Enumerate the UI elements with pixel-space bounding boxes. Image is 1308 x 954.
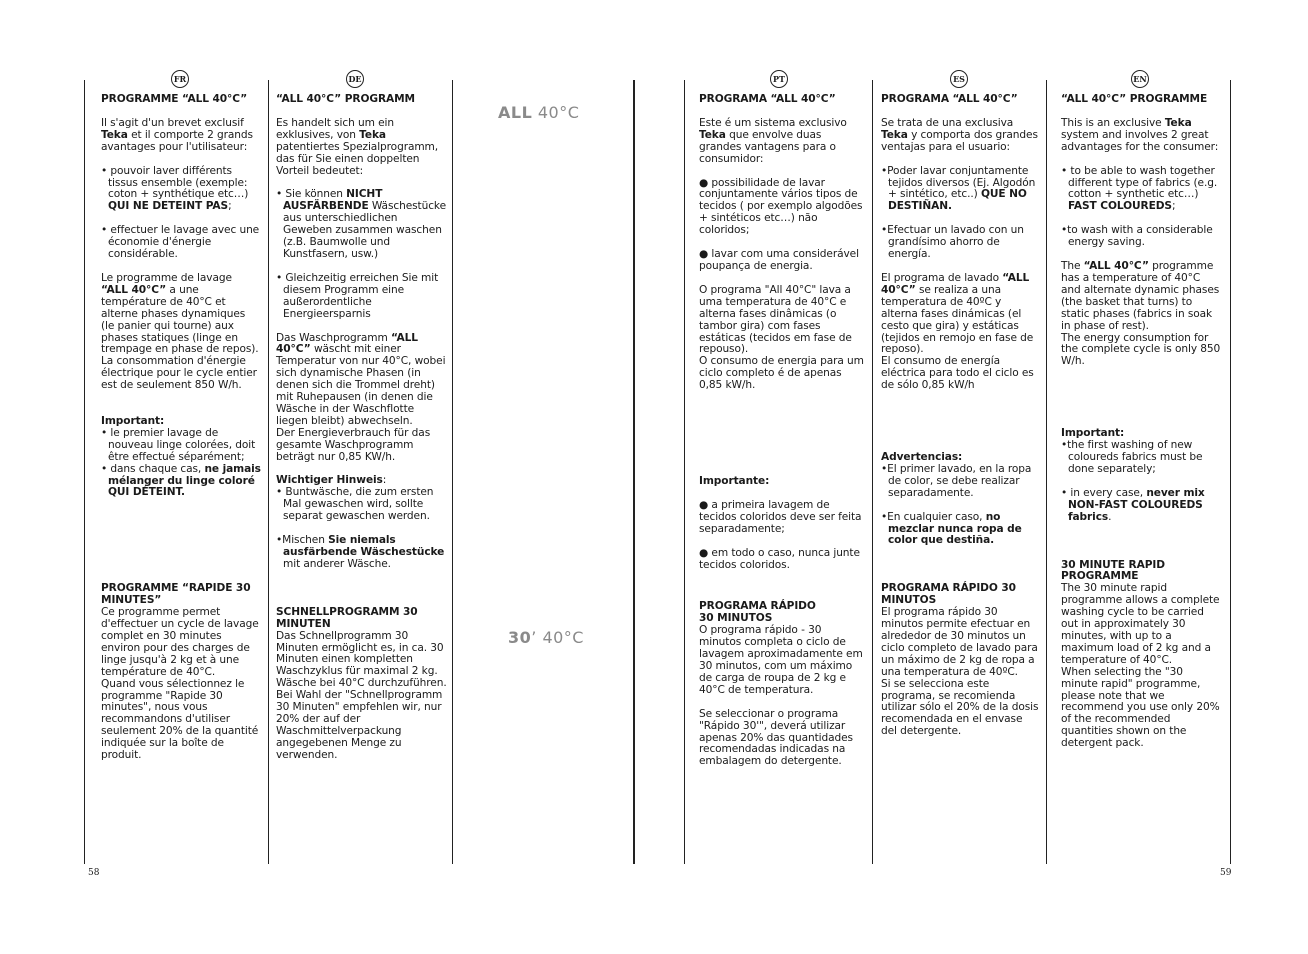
de-title-all40: “ALL 40°C” PROGRAMM — [276, 93, 415, 105]
de-title-rapid: SCHNELLPROGRAMM 30 MINUTEN — [276, 605, 418, 630]
es-important-1: •El primer lavado, en la ropa de color, se debe realizar separadamente. — [881, 462, 1032, 499]
es-energy: El consumo de energía eléctrica para todo el ciclo es de sólo 0,85 kW/h — [881, 355, 1034, 392]
column-es — [881, 94, 1041, 738]
page-number-left: 58 — [88, 868, 100, 878]
all-40-label-temp: 40°C — [532, 103, 580, 122]
column-divider — [1046, 80, 1047, 864]
pt-title-all40: PROGRAMA “ALL 40°C” — [699, 93, 836, 105]
de-rapid-2: Bei Wahl der "Schnellprogramm 30 Minuten" empfehlen wir, nur 20% der auf der Waschmittelverpackung angegebenen Menge zu verwenden. — [276, 689, 443, 761]
pt-rapid-1: O programa rápido - 30 minutos completa o ciclo de lavagem aproximadamente em 30 minutos, com um máximo de carga de roupa de 2 kg e 40°C de temperatura. — [699, 624, 863, 696]
language-badge-es: ES — [950, 70, 968, 88]
pt-title-rapid-2: 30 MINUTOS — [699, 612, 773, 625]
en-bullet-2: •to wash with a considerable energy saving. — [1061, 224, 1213, 249]
pt-rapid-2: Se seleccionar o programa "Rápido 30'", deverá utilizar apenas 20% das quantidades recomendadas indicadas na embalagem do detergente. — [699, 707, 853, 768]
all-40-label — [498, 103, 579, 122]
de-bullet-2: • Gleichzeitig erreichen Sie mit diesem Programm eine außerordentliche Energieersparnis — [276, 271, 439, 320]
es-rapid-1: El programa rápido 30 minutos permite efectuar en alrededor de 30 minutos un ciclo completo de lavado para un máximo de 2 kg de ropa a una temperatura de 40ºC. — [881, 606, 1038, 678]
es-bullet-2: •Efectuar un lavado con un grandísimo ahorro de energía. — [881, 224, 1024, 261]
es-title-rapid: PROGRAMA RÁPIDO 30 MINUTOS — [881, 582, 1016, 607]
de-important-title: Wichtiger Hinweis: — [276, 474, 387, 487]
es-program-desc: El programa de lavado “ALL 40°C” se realiza a una temperatura de 40ºC y alterna fases dinámicas (el cesto que gira) y estáticas (tejidos en remojo en fase de reposo). — [881, 271, 1034, 356]
de-bullet-1: • Sie können NICHT AUSFÄRBENDE Wäschestücke aus unterschiedlichen Geweben zusammen waschen (z.B. Baumwolle und Kunstfasern, usw.) — [276, 188, 447, 260]
language-badge-de: DE — [346, 70, 364, 88]
pt-important-title: Importante: — [699, 475, 770, 488]
column-divider — [1230, 80, 1231, 864]
es-important-title: Advertencias: — [881, 451, 963, 464]
en-energy: The energy consumption for the complete cycle is only 850 W/h. — [1061, 331, 1221, 368]
fr-title-rapid: PROGRAMME “RAPIDE 30 MINUTES” — [101, 582, 251, 607]
column-fr — [101, 94, 261, 762]
page-spine-left — [633, 80, 635, 864]
fr-energy: La consommation d'énergie électrique pour le cycle entier est de seulement 850 W/h. — [101, 355, 257, 392]
en-bullet-1: • to be able to wash together different type of fabrics (e.g. cotton + synthetic etc…) FAST COLOUREDS; — [1061, 164, 1218, 213]
fr-bullet-2: • effectuer le lavage avec une économie d'énergie considérable. — [101, 224, 260, 261]
de-intro: Es handelt sich um ein exklusives, von Teka patentiertes Spezialprogramm, das für Sie einen doppelten Vorteil bedeutet: — [276, 116, 439, 177]
language-badge-en: EN — [1131, 70, 1149, 88]
en-important-2: • in every case, never mix NON-FAST COLOUREDS fabrics. — [1061, 486, 1205, 523]
en-rapid-2: When selecting the "30 minute rapid" programme, please note that we recommend you use only 20% of the recommended quantities shown on the detergent pack. — [1061, 665, 1220, 750]
de-program-desc: Das Waschprogramm “ALL 40°C” wäscht mit einer Temperatur von nur 40°C, wobei sich dynamische Phasen (in denen sich die Trommel dreht) mit Ruhepausen (in denen die Wäsche in der Waschflotte liegen bleibt) abwechseln. — [276, 331, 446, 427]
de-important-1: • Buntwäsche, die zum ersten Mal gewaschen wird, sollte separat gewaschen werden. — [276, 486, 434, 523]
language-badge-fr: FR — [171, 70, 189, 88]
es-rapid-2: Si se selecciona este programa, se recomienda utilizar sólo el 20% de la dosis recomendada en el envase del detergente. — [881, 677, 1039, 738]
pt-energy: O consumo de energia para um ciclo completo é de apenas 0,85 kW/h. — [699, 355, 864, 392]
en-important-title: Important: — [1061, 427, 1125, 440]
rapid-30-label-bold: 30 — [508, 628, 532, 647]
es-intro: Se trata de una exclusiva Teka y comporta dos grandes ventajas para el usuario: — [881, 116, 1038, 153]
column-en — [1061, 94, 1221, 750]
en-important-1: •the first washing of new coloureds fabrics must be done separately; — [1061, 439, 1203, 475]
pt-important-2: ● em todo o caso, nunca junte tecidos coloridos. — [699, 546, 860, 571]
pt-bullet-2: ● lavar com uma considerável poupança de energia. — [699, 248, 859, 272]
rapid-30-label-temp: ’ 40°C — [531, 628, 584, 647]
column-de — [276, 94, 448, 762]
rapid-30-label — [508, 628, 584, 647]
fr-rapid-2: Quand vous sélectionnez le programme "Rapide 30 minutes", nous vous recommandons d'utiliser seulement 20% de la quantité indiquée sur la boîte de produit. — [101, 677, 259, 762]
es-important-2: •En cualquier caso, no mezclar nunca ropa de color que destiña. — [881, 510, 1022, 547]
es-bullet-1: •Poder lavar conjuntamente tejidos diversos (Ej. Algodón + sintético, etc..) QUE NO DESTIÑAN. — [881, 164, 1036, 213]
pt-title-rapid-1: PROGRAMA RÁPIDO — [699, 600, 816, 613]
de-rapid-1: Das Schnellprogramm 30 Minuten ermöglicht es, in ca. 30 Minuten einen kompletten Waschzyklus für maximal 2 kg. Wäsche bei 40°C durchzuführen. — [276, 629, 447, 690]
fr-title-all40: PROGRAMME “ALL 40°C” — [101, 93, 248, 105]
en-title-rapid: 30 MINUTE RAPID PROGRAMME — [1061, 558, 1165, 583]
pt-important-1: ● a primeira lavagem de tecidos coloridos deve ser feita separadamente; — [699, 498, 862, 535]
column-divider — [84, 80, 85, 864]
fr-important-2: • dans chaque cas, ne jamais mélanger du linge coloré QUI DÉTEINT. — [101, 462, 261, 499]
fr-bullet-1: • pouvoir laver différents tissus ensemble (exemple: coton + synthétique etc…) QUI NE DETEINT PAS; — [101, 164, 249, 213]
column-divider — [268, 80, 269, 864]
column-divider — [872, 80, 873, 864]
fr-rapid-1: Ce programme permet d'effectuer un cycle de lavage complet en 30 minutes environ pour des charges de linge jusqu'à 2 kg et à une température de 40°C. — [101, 606, 259, 678]
pt-intro: Este é um sistema exclusivo Teka que envolve duas grandes vantagens para o consumidor: — [699, 116, 847, 165]
page-number-right: 59 — [1220, 868, 1232, 878]
en-rapid-1: The 30 minute rapid programme allows a complete washing cycle to be carried out in approximately 30 minutes, with up to a maximum load of 2 kg and a temperature of 40°C. — [1061, 582, 1220, 666]
de-important-2: •Mischen Sie niemals ausfärbende Wäschestücke mit anderer Wäsche. — [276, 534, 445, 570]
pt-program-desc: O programa "All 40°C" lava a uma temperatura de 40°C e alterna fases dinâmicas (o tambor gira) com fases estáticas (tecidos em fase de repouso). — [699, 283, 852, 356]
fr-intro: Il s'agit d'un brevet exclusif Teka et il comporte 2 grands avantages pour l'utilisateur: — [101, 116, 253, 153]
language-badge-pt: PT — [770, 70, 788, 88]
column-divider — [452, 80, 453, 864]
en-program-desc: The “ALL 40°C” programme has a temperature of 40°C and alternate dynamic phases (the basket that turns) to static phases (fabrics in soak in phase of rest). — [1061, 260, 1220, 332]
column-pt — [699, 94, 865, 768]
fr-important-1: • le premier lavage de nouveau linge colorées, doit être effectué séparément; — [101, 426, 256, 463]
column-divider — [684, 80, 685, 864]
all-40-label-bold: ALL — [498, 103, 533, 122]
de-energy: Der Energieverbrauch für das gesamte Waschprogramm beträgt nur 0,85 KW/h. — [276, 426, 431, 463]
pt-bullet-1: ● possibilidade de lavar conjuntamente vários tipos de tecidos ( por exemplo algodões + sintéticos etc…) não coloridos; — [699, 176, 863, 237]
es-title-all40: PROGRAMA “ALL 40°C” — [881, 93, 1018, 105]
fr-important-title: Important: — [101, 415, 165, 428]
fr-program-desc: Le programme de lavage “ALL 40°C” a une température de 40°C et alterne phases dynamiques (le panier qui tourne) aux phases statiques (linge en trempage en phase de repos). — [101, 271, 259, 356]
en-intro: This is an exclusive Teka system and involves 2 great advantages for the consumer: — [1061, 116, 1219, 153]
en-title-all40: “ALL 40°C” PROGRAMME — [1061, 93, 1208, 105]
